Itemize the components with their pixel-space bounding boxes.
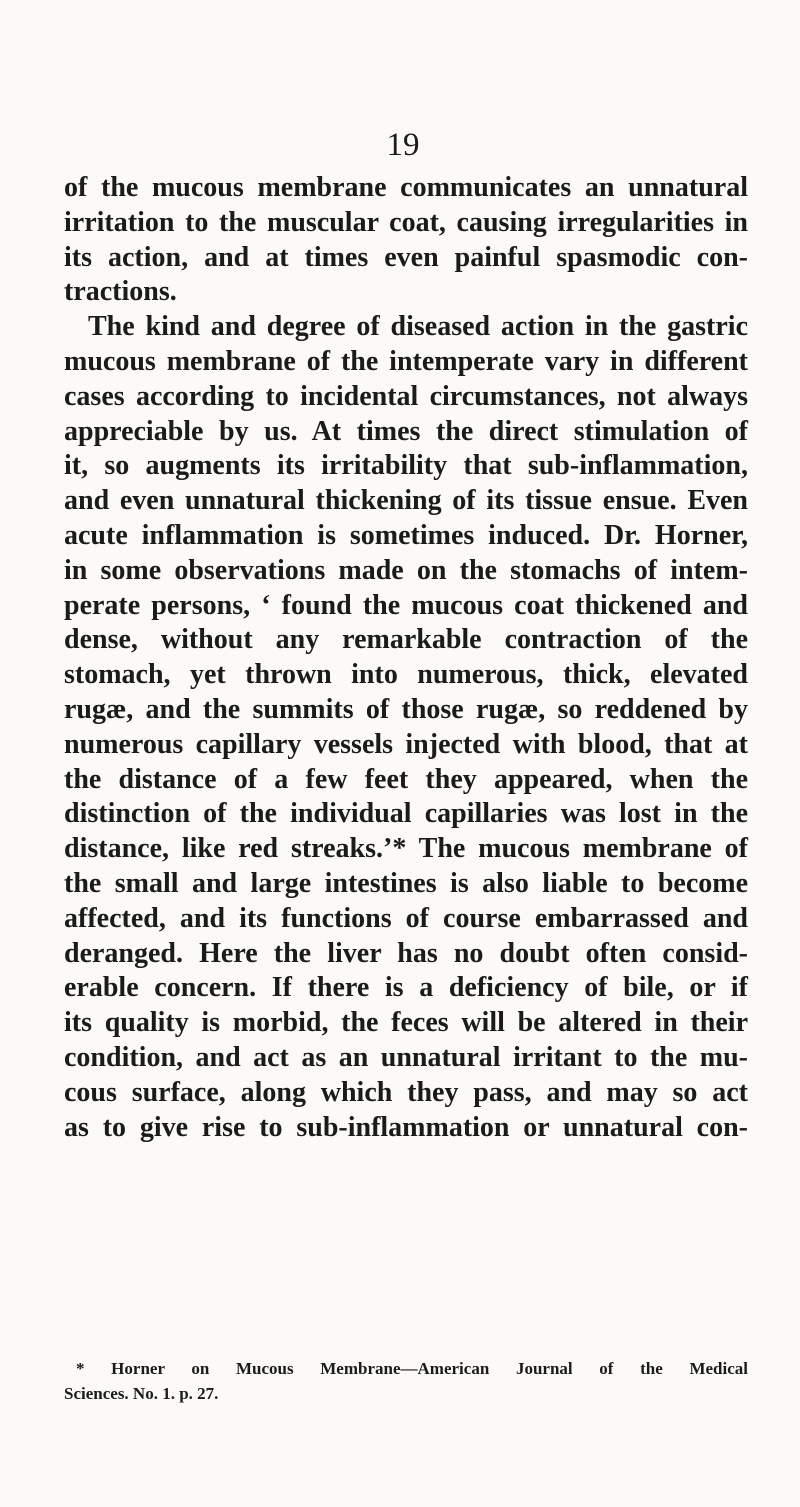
footnote: [64, 1356, 748, 1406]
text-line: erable concern. If there is a deficiency of bile, or if: [64, 972, 748, 1004]
text-line: as to give rise to sub-inflammation or unnatural con-: [64, 1111, 748, 1143]
text-line: appreciable by us. At times the direct stimulation of: [64, 415, 748, 447]
page-number: 19: [386, 127, 420, 163]
text-line: cous surface, along which they pass, and may so act: [64, 1076, 748, 1108]
text-line: stomach, yet thrown into numerous, thick, elevated: [64, 659, 748, 691]
text-line: numerous capillary vessels injected with blood, that at: [64, 728, 748, 760]
text-line: affected, and its functions of course embarrassed and: [64, 902, 748, 934]
text-line: mucous membrane of the intemperate vary in different: [64, 345, 748, 377]
text-line: tractions.: [64, 276, 177, 308]
text-line: acute inflammation is sometimes induced. Dr. Horner,: [64, 519, 748, 551]
text-line: it, so augments its irritability that sub-inflammation,: [64, 450, 748, 482]
text-line: rugæ, and the summits of those rugæ, so reddened by: [64, 693, 748, 725]
text-line: its action, and at times even painful spasmodic con-: [64, 241, 748, 273]
body-text: [64, 171, 748, 1145]
text-line: distinction of the individual capillaries was lost in the: [64, 798, 748, 830]
paragraph-first-line: The kind and degree of diseased action in the gastric: [88, 311, 748, 343]
footnote-line: * Horner on Mucous Membrane—American Journal of the Medical: [76, 1359, 748, 1378]
text-line: distance, like red streaks.’* The mucous membrane of: [64, 833, 748, 865]
text-line: the distance of a few feet they appeared, when the: [64, 763, 748, 795]
text-line: its quality is morbid, the feces will be altered in their: [64, 1007, 748, 1039]
text-line: condition, and act as an unnatural irritant to the mu-: [64, 1041, 748, 1073]
text-line: perate persons, ‘ found the mucous coat thickened and: [64, 589, 748, 621]
text-line: cases according to incidental circumstances, not always: [64, 380, 748, 412]
text-line: dense, without any remarkable contraction of the: [64, 624, 748, 656]
text-line: and even unnatural thickening of its tissue ensue. Even: [64, 485, 748, 517]
text-line: the small and large intestines is also liable to become: [64, 867, 748, 899]
text-line: deranged. Here the liver has no doubt often consid-: [64, 937, 748, 969]
text-line: in some observations made on the stomachs of intem-: [64, 554, 748, 586]
footnote-line: Sciences. No. 1. p. 27.: [64, 1384, 219, 1403]
text-line: irritation to the muscular coat, causing irregularities in: [64, 206, 748, 238]
text-line: of the mucous membrane communicates an unnatural: [64, 172, 748, 203]
